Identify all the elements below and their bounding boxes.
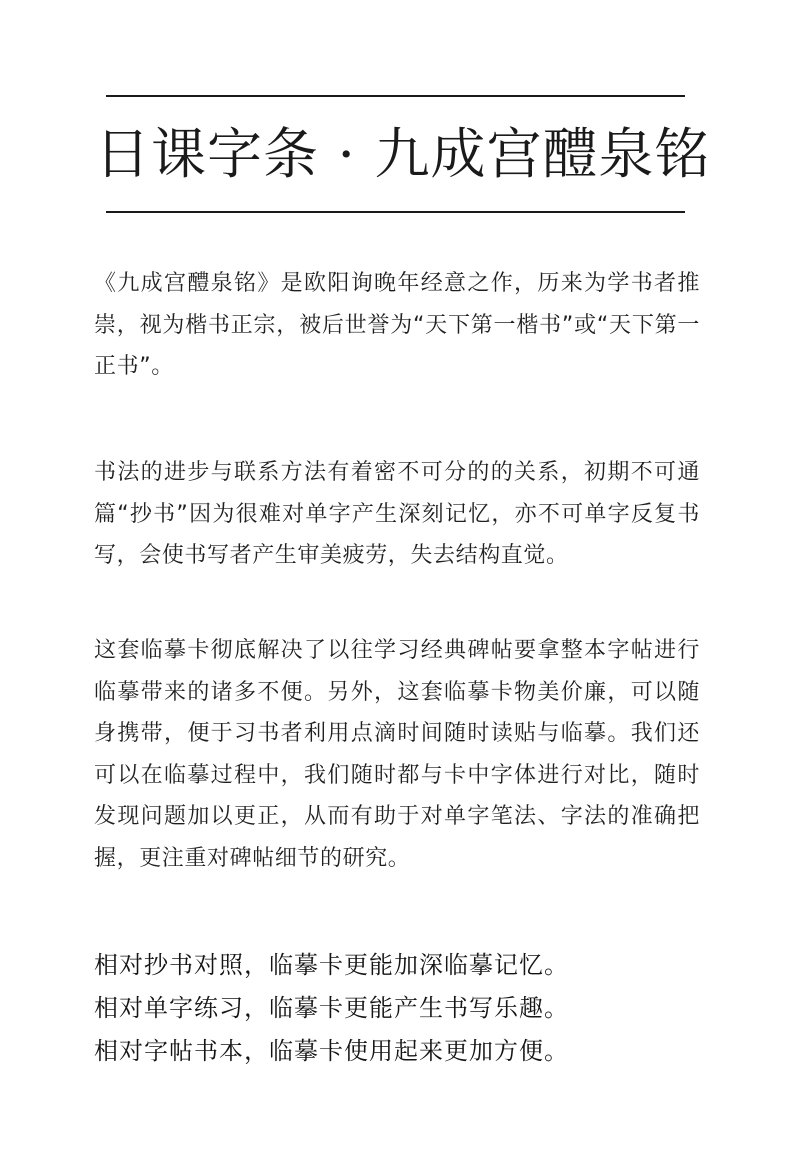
summary-item-convenience: 相对字帖书本，临摹卡使用起来更加方便。 [94, 1037, 569, 1065]
method-paragraph: 书法的进步与联系方法有着密不可分的的关系，初期不可通篇“抄书”因为很难对单字产生深刻记忆，亦不可单字反复书写，会使书写者产生审美疲劳，失去结构直觉。 [94, 460, 700, 568]
intro-paragraph: 《九成宫醴泉铭》是欧阳询晚年经意之作，历来为学书者推崇，视为楷书正宗，被后世誉为“天下第一楷书”或“天下第一正书”。 [94, 271, 700, 379]
summary-list [94, 944, 700, 1073]
summary-item-interest: 相对单字练习，临摹卡更能产生书写乐趣。 [94, 994, 569, 1022]
page-title: 日课字条 · 九成宫醴泉铭 [95, 122, 711, 186]
title-bottom-divider [106, 211, 685, 213]
summary-item-memory: 相对抄书对照，临摹卡更能加深临摹记忆。 [94, 951, 569, 979]
card-benefits-paragraph: 这套临摹卡彻底解决了以往学习经典碑帖要拿整本字帖进行临摹带来的诸多不便。另外，这套临摹卡物美价廉，可以随身携带，便于习书者利用点滴时间随时读贴与临摹。我们还可以在临摹过程中，我们随时都与卡中字体进行对比，随时发现问题加以更正，从而有助于对单字笔法、字法的准确把握，更注重对碑帖细节的研究。 [94, 638, 700, 871]
title-top-divider [106, 95, 685, 97]
